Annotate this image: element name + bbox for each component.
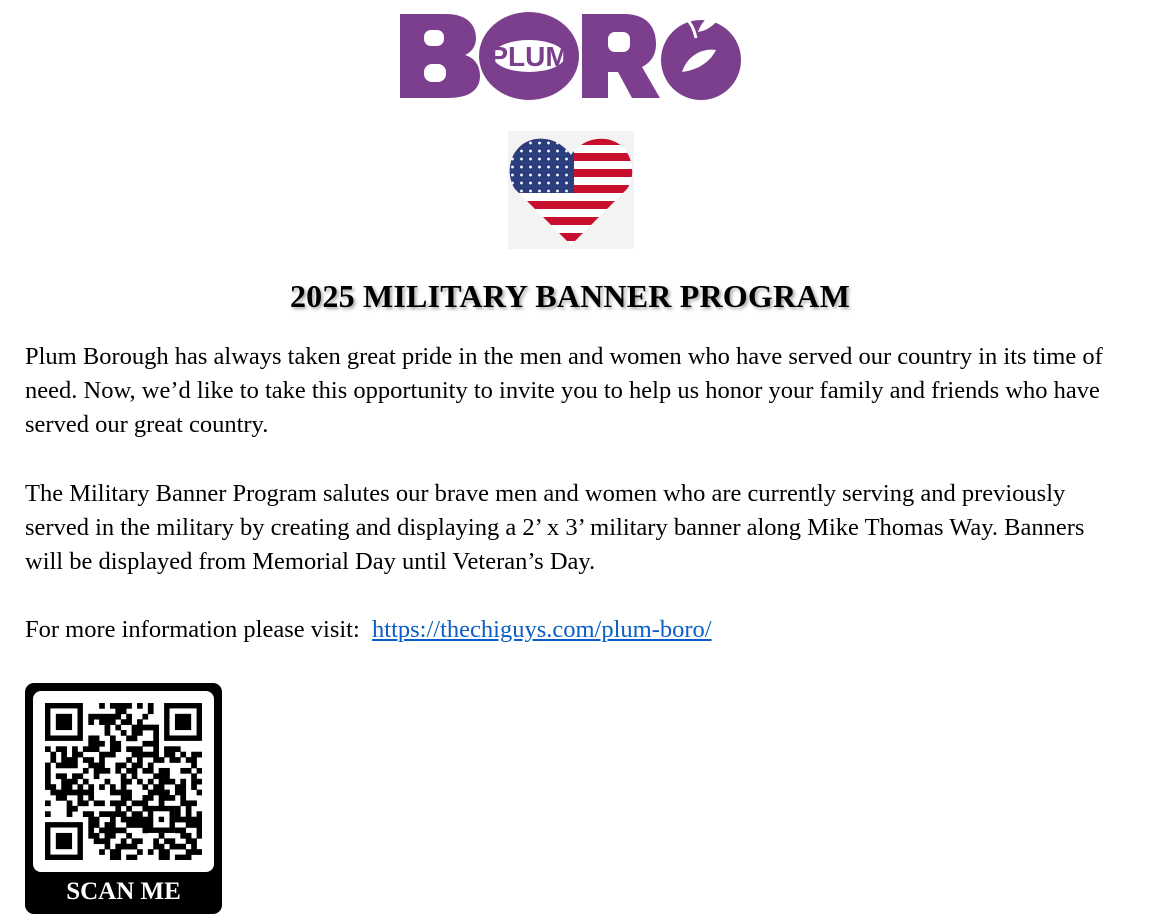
more-info-line: [25, 613, 1125, 647]
flag-heart-image: [508, 131, 634, 249]
qr-code-icon: [45, 703, 202, 860]
more-info-prefix: For more information please visit:: [25, 616, 373, 643]
svg-text:PLUM: PLUM: [489, 41, 569, 72]
plum-boro-logo-graphic: [398, 10, 744, 100]
program-link[interactable]: https://thechiguys.com/plum-boro/: [372, 616, 712, 643]
qr-code-area: [33, 691, 214, 872]
program-paragraph: The Military Banner Program salutes our brave men and women who are currently serving and previously served in the military by creating and displaying a 2’ x 3’ military banner along Mike Thomas Way. Banners will be displayed from Memorial Day until Veteran’s Day.: [25, 480, 1085, 575]
page-title: 2025 MILITARY BANNER PROGRAM: [289, 278, 851, 314]
plum-boro-logo: [398, 10, 744, 100]
scan-me-label: SCAN ME: [66, 878, 181, 905]
american-flag-heart-icon: [508, 131, 634, 249]
intro-paragraph: Plum Borough has always taken great pride in the men and women who have served our country in its time of need. Now, we’d like to take this opportunity to invite you to help us honor your family and friends who have served our great country.: [25, 343, 1103, 438]
qr-code-card[interactable]: [25, 683, 222, 914]
